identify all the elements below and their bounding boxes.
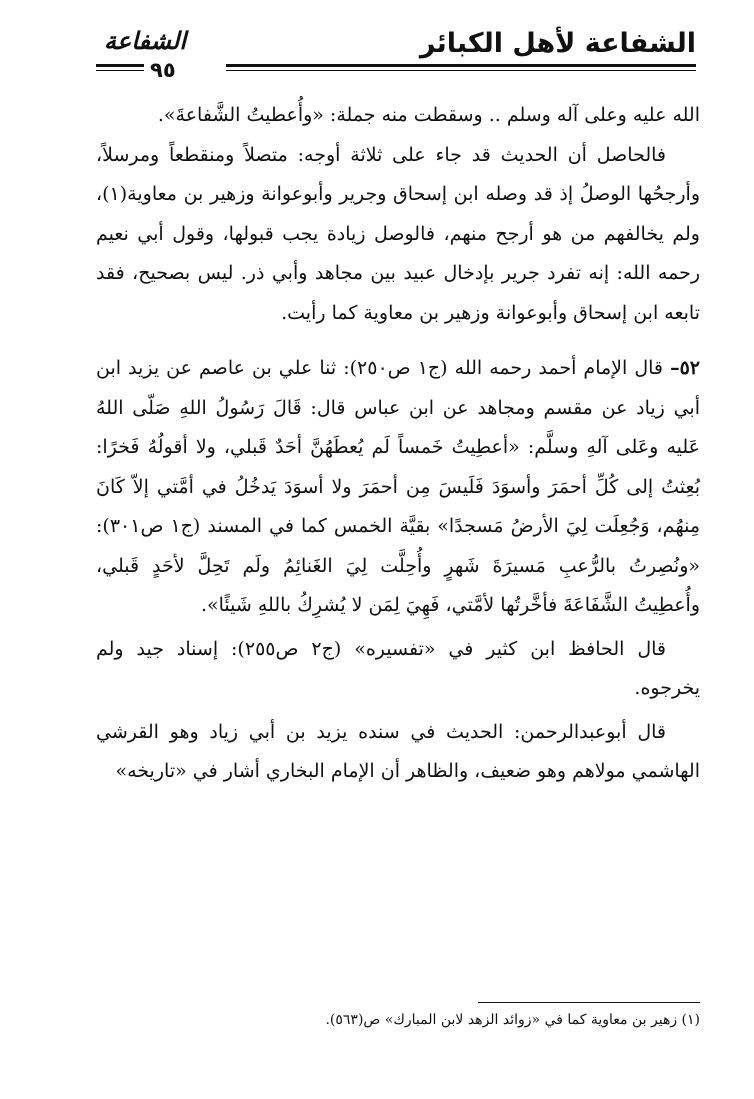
footnote: (١) زهير بن معاوية كما في «زوائد الزهد لابن المبارك» ص(٥٦٣). — [325, 1012, 700, 1028]
running-title: الشفاعة لأهل الكبائر — [419, 28, 696, 59]
paragraph: قال أبوعبدالرحمن: الحديث في سنده يزيد بن أبي زياد وهو القرشي الهاشمي مولاهم وهو ضعيف، والظاهر أن الإمام البخاري أشار في «تاريخه» — [96, 720, 700, 782]
page-number: ٩٥ — [150, 58, 176, 82]
page-header — [96, 24, 696, 84]
header-rule-left-thin — [96, 70, 144, 71]
paragraph: قال الحافظ ابن كثير في «تفسيره» (ج٢ ص٢٥٥): إسناد جيد ولم يخرجوه. — [96, 637, 700, 699]
hadith-text: قال الإمام أحمد رحمه الله (ج١ ص٢٥٠): ثنا علي بن عاصم عن يزيد ابن أبي زياد عن مقسم ومجاهد عن ابن عباس قال: قَالَ رَسُولُ اللهِ صَلّى اللهُ عَليه وعَلى آلهِ وسلَّم: «أعطِيتُ خَمساً لَم يُعطَهُنَّ أحَدٌ قَبلي، ولا أقولُهُ فَخرًا: بُعِثتُ إلى كُلِّ أحمَرَ وأسوَدَ فَلَيسَ مِن أحمَرَ ولا أسوَدَ يَدخُلُ في أمَّتي إلاّ كَانَ مِنهُم، وَجُعِلَت لِيَ الأرضُ مَسجدًا» بقيَّة الخمس كما في المسند (ج١ ص٣٠١): «ونُصِرتُ بالرُّعبِ مَسيرَةَ شَهرٍ وأُحِلَّت لِيَ الغَنائِمُ ولَم تَحِلَّ لأحَدٍ قَبلي، وأُعطِيتُ الشَّفَاعَةَ فأخَّرتُها لأمَّتي، فَهِيَ لِمَن لا يُشرِكُ باللهِ شَيئًا». — [96, 357, 700, 616]
hadith-number: ٥٢– — [670, 357, 700, 379]
header-rule — [226, 64, 696, 67]
header-rule-left — [96, 64, 144, 67]
paragraph: الله عليه وعلى آله وسلم .. وسقطت منه جملة: «وأُعطيتُ الشَّفاعةَ». — [157, 104, 700, 126]
footnote-separator — [478, 1002, 700, 1003]
paragraph: فالحاصل أن الحديث قد جاء على ثلاثة أوجه: متصلاً ومنقطعاً ومرسلاً، وأرجحُها الوصلُ إذ قد وصله ابن إسحاق وجرير وأبوعوانة وزهير بن معاوية(١)، ولم يخالفهم من هو أرجح منهم، فالوصل زيادة يجب قبولها، وقول أبي نعيم رحمه الله: إنه تفرد جرير بإدخال عبيد بين مجاهد وأبي ذر. ليس بصحيح، فقد تابعه ابن إسحاق وأبوعوانة وزهير بن معاوية كما رأيت. — [96, 143, 700, 324]
header-rule-thin — [226, 70, 696, 71]
book-logo: الشفاعة — [104, 26, 187, 55]
hadith-paragraph — [96, 349, 700, 626]
main-text — [96, 96, 700, 792]
